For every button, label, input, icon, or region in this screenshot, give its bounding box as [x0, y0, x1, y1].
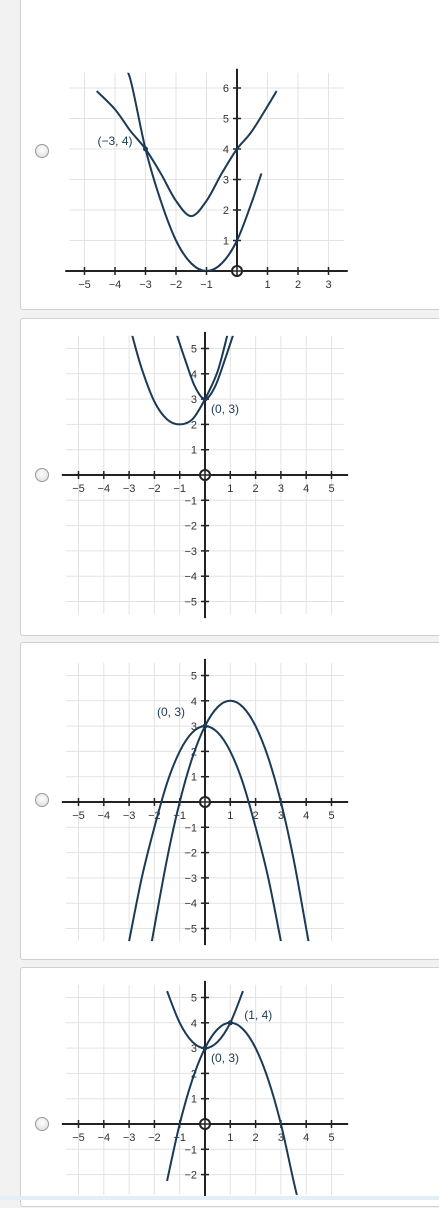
x-tick-label: −2	[169, 279, 183, 291]
intersection-point	[203, 397, 208, 402]
grid-lines	[69, 73, 344, 271]
x-tick-label: 2	[294, 279, 302, 291]
x-tick-label: −1	[173, 483, 186, 495]
graph-option-3	[21, 643, 439, 961]
intersection-point	[203, 1046, 208, 1051]
y-tick-label: −4	[184, 898, 197, 911]
x-tick-label: 1	[264, 279, 271, 291]
point-label: (−3, 4)	[97, 134, 133, 148]
y-tick-label: 5	[222, 113, 229, 126]
point-label: (1, 4)	[244, 1007, 273, 1022]
x-tick-label: 4	[303, 1132, 310, 1144]
x-tick-label: −4	[97, 810, 111, 822]
intersection-point	[143, 147, 148, 152]
x-tick-label: −3	[122, 483, 136, 495]
intersection-point	[228, 1020, 233, 1025]
x-tick-label: 2	[252, 1132, 259, 1144]
y-tick-label: 1	[190, 771, 197, 784]
y-tick-label: 4	[190, 368, 197, 381]
x-tick-label: 4	[303, 483, 310, 495]
answer-option-card-1[interactable]	[20, 0, 439, 310]
x-tick-label: 5	[328, 483, 335, 495]
graph-option-1	[21, 0, 439, 311]
bottom-edge	[0, 1196, 439, 1200]
graph-option-4	[21, 968, 439, 1208]
y-tick-label: 2	[222, 205, 229, 217]
x-tick-label: 1	[227, 810, 234, 822]
y-tick-label: 2	[190, 746, 197, 759]
x-tick-label: −1	[200, 279, 213, 291]
x-tick-label: −5	[72, 483, 85, 495]
x-tick-label: −2	[148, 1132, 161, 1144]
x-tick-label: 2	[252, 810, 259, 822]
y-tick-label: 4	[222, 144, 229, 156]
x-tick-label: −3	[122, 810, 136, 822]
y-tick-label: 5	[190, 343, 197, 356]
y-tick-label: −3	[184, 872, 197, 885]
x-tick-label: −4	[97, 1132, 111, 1144]
y-tick-label: −4	[184, 571, 197, 584]
point-label: (0, 3)	[211, 402, 240, 417]
answer-option-card-4[interactable]	[20, 967, 439, 1207]
y-tick-label: 1	[190, 444, 197, 457]
answer-option-card-3[interactable]	[20, 642, 439, 960]
x-tick-label: 4	[303, 810, 310, 822]
parabola-curve-2	[152, 701, 311, 957]
answer-option-card-2[interactable]	[20, 318, 439, 636]
x-tick-label: −4	[108, 279, 122, 291]
y-tick-label: −1	[184, 1144, 197, 1157]
y-tick-label: 4	[190, 695, 197, 708]
y-tick-label: −5	[184, 596, 197, 609]
x-tick-label: 1	[227, 1132, 234, 1144]
y-tick-label: −3	[184, 545, 197, 558]
point-label: (0, 3)	[211, 1051, 240, 1066]
graph-option-2	[21, 319, 439, 637]
parabola-curve-1	[97, 91, 277, 216]
y-tick-label: 3	[190, 1043, 197, 1056]
x-tick-label: 2	[252, 483, 259, 495]
x-tick-label: −4	[97, 483, 111, 495]
intersection-point	[203, 724, 208, 729]
x-tick-label: −5	[72, 1132, 85, 1144]
y-tick-label: 4	[190, 1017, 197, 1030]
y-tick-label: 3	[190, 394, 197, 407]
y-tick-label: −1	[184, 495, 197, 508]
x-tick-label: 3	[277, 810, 284, 822]
x-tick-label: 3	[277, 1132, 284, 1144]
x-tick-label: −1	[173, 810, 186, 822]
x-tick-label: −1	[173, 1132, 186, 1144]
y-tick-label: −2	[184, 1169, 197, 1182]
x-tick-label: 1	[227, 483, 234, 495]
y-tick-label: 5	[190, 992, 197, 1005]
y-tick-label: −2	[184, 847, 197, 860]
y-tick-label: 1	[190, 1093, 197, 1106]
x-tick-label: −2	[148, 483, 161, 495]
y-tick-label: 5	[190, 670, 197, 683]
x-tick-label: 5	[328, 810, 335, 822]
y-tick-label: 2	[190, 419, 197, 432]
y-tick-label: 3	[222, 174, 229, 187]
x-tick-label: −5	[78, 279, 91, 291]
x-tick-label: 3	[325, 279, 332, 291]
y-tick-label: 3	[190, 721, 197, 734]
x-tick-label: −5	[72, 810, 85, 822]
y-tick-label: −2	[184, 520, 197, 533]
y-tick-label: −5	[184, 923, 197, 936]
y-tick-label: −1	[184, 822, 197, 835]
point-label: (0, 3)	[157, 705, 186, 720]
x-tick-label: −3	[139, 279, 152, 291]
x-tick-label: −3	[122, 1132, 136, 1144]
x-tick-label: 5	[328, 1132, 335, 1144]
y-tick-label: 1	[222, 235, 229, 248]
y-tick-label: 6	[222, 83, 229, 95]
x-tick-label: 3	[277, 483, 284, 495]
x-tick-label: −2	[148, 810, 161, 822]
y-tick-label: 2	[190, 1068, 197, 1081]
